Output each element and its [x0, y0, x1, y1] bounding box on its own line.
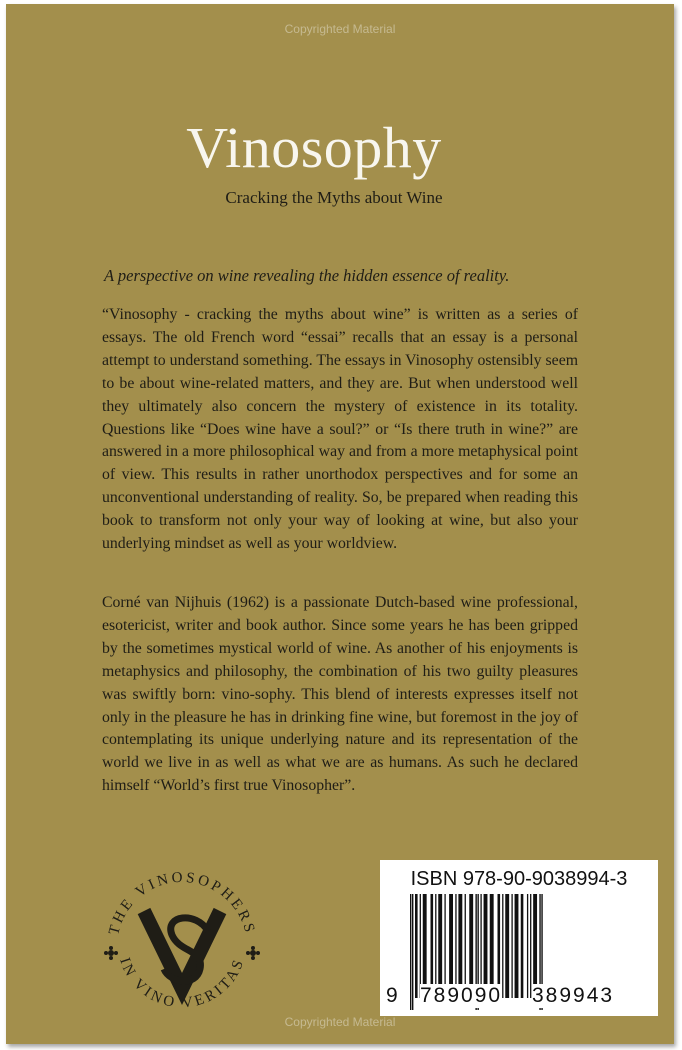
fleur-left-icon	[104, 946, 118, 960]
barcode-bar	[490, 894, 494, 998]
barcode-bar	[444, 894, 445, 998]
barcode-guard-bar	[412, 894, 413, 1010]
barcode-digit-group-2: 389943	[532, 984, 615, 1007]
book-title: Vinosophy	[186, 115, 442, 180]
barcode-bar	[511, 894, 512, 998]
barcode-bar	[455, 894, 456, 998]
barcode-bar	[502, 894, 503, 998]
barcode-guard-bar	[410, 894, 411, 1010]
barcode-bar	[521, 894, 524, 998]
barcode-bar	[458, 894, 462, 998]
vs-monogram-icon	[144, 911, 220, 989]
barcode-bar	[465, 894, 466, 998]
barcode-bar	[527, 894, 528, 998]
barcode-bar	[420, 894, 421, 998]
barcode-bar	[423, 894, 427, 998]
fleur-right-icon	[246, 946, 260, 960]
barcode-bar	[533, 894, 537, 998]
barcode-bar	[435, 894, 436, 998]
barcode-bar	[530, 894, 531, 998]
isbn-label: ISBN 978-90-9038994-3	[410, 868, 628, 890]
barcode-bar	[505, 894, 509, 998]
barcode-bar	[480, 894, 481, 998]
tagline: A perspective on wine revealing the hidden essence of reality.	[104, 266, 510, 285]
back-cover	[6, 4, 674, 1044]
isbn-barcode	[380, 860, 658, 1016]
book-subtitle: Cracking the Myths about Wine	[225, 188, 443, 207]
barcode-bar	[449, 894, 453, 998]
author-bio-paragraph: Corné van Nijhuis (1962) is a passionate Dutch-based wine professional, esotericist, writer and book author. Since some years he has been gripped by the sometimes mystical world of wine. As another of his enjoyments is metaphysics and philosophy, the combination of his two guilty pleasures was swiftly born: vino-sophy. This blend of interests expresses itself not only in the pleasure he has in drinking fine wine, but foremost in the joy of contemplating its unique underlying nature and its representation of the world we live in as well as what we are as humans. As such he declared himself “World’s first true Vinosopher”.	[102, 594, 578, 795]
barcode-bar	[415, 894, 418, 998]
seal-bottom-text: IN VINO VERITAS	[116, 955, 248, 1012]
vinosophers-seal	[92, 849, 272, 1029]
barcode-bar	[484, 894, 488, 998]
barcode-bar	[515, 894, 519, 998]
barcode-bar	[438, 894, 442, 998]
barcode-digit-group-1: 789090	[420, 984, 503, 1007]
barcode-digit-first: 9	[386, 984, 400, 1007]
watermark-bottom: Copyrighted Material	[284, 1015, 396, 1029]
watermark-top: Copyrighted Material	[284, 22, 396, 36]
barcode-bar	[469, 894, 473, 998]
barcode-bar	[431, 894, 434, 998]
seal-top-text: THE VINOSOPHERS	[106, 869, 258, 937]
description-paragraph: “Vinosophy - cracking the myths about wine” is written as a series of essays. The old French word “essai” recalls that an essay is a personal attempt to understand something. The essays in Vinosophy ostensibly seem to be about wine-related matters, and they are. But when understood well they ultimately also concern the mystery of existence in its totality. Questions like “Does wine have a soul?” or “Is there truth in wine?” are answered in a more philosophical way and from a more metaphysical point of view. This results in rather unorthodox perspectives and for some an unconventional understanding of reality. So, be prepared when reading this book to transform not only your way of looking at wine, but also your underlying mindset as well as your worldview.	[102, 306, 578, 553]
barcode-bar	[498, 894, 501, 998]
